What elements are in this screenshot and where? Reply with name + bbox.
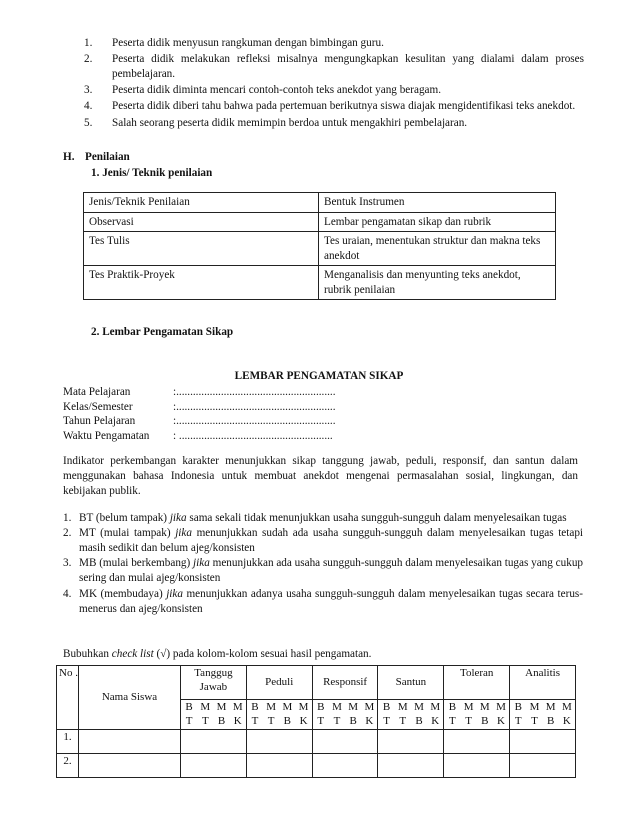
level-subheader <box>181 700 247 730</box>
level-code: M K <box>430 701 441 728</box>
level-subgrid <box>444 700 509 729</box>
level-code: B T <box>251 701 259 728</box>
level-code: M T <box>200 701 211 728</box>
name-header: Nama Siswa <box>79 666 181 730</box>
level-code: M B <box>545 701 556 728</box>
sheet-title: LEMBAR PENGAMATAN SIKAP <box>234 370 404 382</box>
level-subheader <box>378 700 444 730</box>
level-item: 3. MB (mulai berkembang) jika menunjukkan ada usaha sungguh-sungguh dalam menyelesaikan tugas yang cukup sering dan mulai ajeg/konsisten <box>63 557 584 585</box>
level-code: M K <box>364 701 375 728</box>
level-subgrid <box>313 700 378 729</box>
table-row: Jenis/Teknik Penilaian Bentuk Instrumen <box>84 193 556 213</box>
step-item: 3. Peserta didik diminta mencari contoh-contoh teks anekdot yang beragam. <box>84 84 441 97</box>
level-subgrid <box>378 700 443 729</box>
attitude-header: Responsif <box>312 666 378 700</box>
level-code: M K <box>232 701 243 728</box>
level-item: 1. BT (belum tampak) jika sama sekali tidak menunjukkan usaha sungguh-sungguh dalam menyelesaikan tugas <box>63 512 567 524</box>
level-subgrid <box>247 700 312 729</box>
level-code: M K <box>298 701 309 728</box>
no-header: No . <box>57 666 79 730</box>
meta-row: Tahun Pelajaran :......................................................... <box>63 415 336 427</box>
attitude-header: Peduli <box>246 666 312 700</box>
level-code: M K <box>496 701 506 728</box>
table-row: Tes Praktik-Proyek Menganalisis dan menyunting teks anekdot, rubrik penilaian <box>84 266 556 300</box>
level-code: B T <box>448 701 457 728</box>
observation-grid <box>56 665 576 778</box>
subheading-technique: 1. Jenis/ Teknik penilaian <box>91 167 213 179</box>
step-item: 5. Salah seorang peserta didik memimpin berdoa untuk mengakhiri pembelajaran. <box>84 116 468 129</box>
attitude-header: Tanggug Jawab <box>181 666 247 700</box>
technique-table <box>83 192 556 300</box>
level-subgrid <box>181 700 246 729</box>
level-code: M B <box>414 701 424 728</box>
level-subheader <box>510 700 576 730</box>
level-list <box>63 511 583 617</box>
table-row: 2. <box>57 753 576 777</box>
level-code: B T <box>185 701 193 728</box>
attitude-header: Santun <box>378 666 444 700</box>
level-code: M T <box>529 701 540 728</box>
closing-steps <box>84 36 584 132</box>
level-item: 4. MK (membudaya) jika menunjukkan adanya usaha sungguh-sungguh dalam menyelesaikan tugas secara terus-menerus dan ajeg/konsisten <box>63 587 584 615</box>
level-code: M T <box>266 701 277 728</box>
level-code: B T <box>514 701 522 728</box>
level-code: M T <box>463 701 474 728</box>
level-code: M B <box>348 701 359 728</box>
meta-row: Waktu Pengamatan : ....................................................... <box>63 429 333 442</box>
instruction-line: Bubuhkan check list (√) pada kolom-kolom sesuai hasil pengamatan. <box>63 648 372 660</box>
table-row: 1. <box>57 729 576 753</box>
level-code: M B <box>282 701 293 728</box>
section-heading: H. Penilaian <box>63 151 130 163</box>
attitude-header: Toleran <box>444 666 510 700</box>
attitude-header: Analitis <box>510 666 576 700</box>
meta-fields <box>63 385 336 443</box>
table-row: Tes Tulis Tes uraian, menentukan struktur dan makna teks anekdot <box>84 232 556 266</box>
level-item: 2. MT (mulai tampak) jika menunjukkan sudah ada usaha sungguh-sungguh dalam menyelesaikan tugas tetapi masih sedikit dan belum ajeg/konsisten <box>63 527 584 555</box>
subheading-observation-sheet: 2. Lembar Pengamatan Sikap <box>91 326 234 338</box>
table-row: Observasi Lembar pengamatan sikap dan rubrik <box>84 212 556 232</box>
level-code: M T <box>397 701 408 728</box>
grid-header-row <box>57 666 576 700</box>
indicator-paragraph: Indikator perkembangan karakter menunjukkan sikap tanggung jawab, peduli, responsif, dan santun dalam menggunakan bahasa Indonesia untuk membuat anekdot mengenai permasalahan sosial, lingkungan, dan kebijakan publik. <box>63 455 578 498</box>
level-code: B T <box>317 701 325 728</box>
step-item: 2. Peserta didik melakukan refleksi misalnya mengungkapkan kesulitan yang dialami dalam proses pembelajaran. <box>84 53 584 81</box>
level-code: M B <box>479 701 490 728</box>
level-code: M T <box>332 701 342 728</box>
level-subheader <box>246 700 312 730</box>
level-subheader <box>312 700 378 730</box>
level-code: M K <box>562 701 572 728</box>
step-item: 1. Peserta didik menyusun rangkuman dengan bimbingan guru. <box>84 37 384 49</box>
meta-row: Kelas/Semester :......................................................... <box>63 400 336 413</box>
level-subheader <box>444 700 510 730</box>
level-subgrid <box>510 700 575 729</box>
level-code: M B <box>216 701 227 728</box>
level-code: B T <box>382 701 391 728</box>
step-item: 4. Peserta didik diberi tahu bahwa pada pertemuan berikutnya siswa diajak mengidentifikasi teks anekdot. <box>84 100 576 113</box>
meta-row: Mata Pelajaran :......................................................... <box>63 386 336 398</box>
